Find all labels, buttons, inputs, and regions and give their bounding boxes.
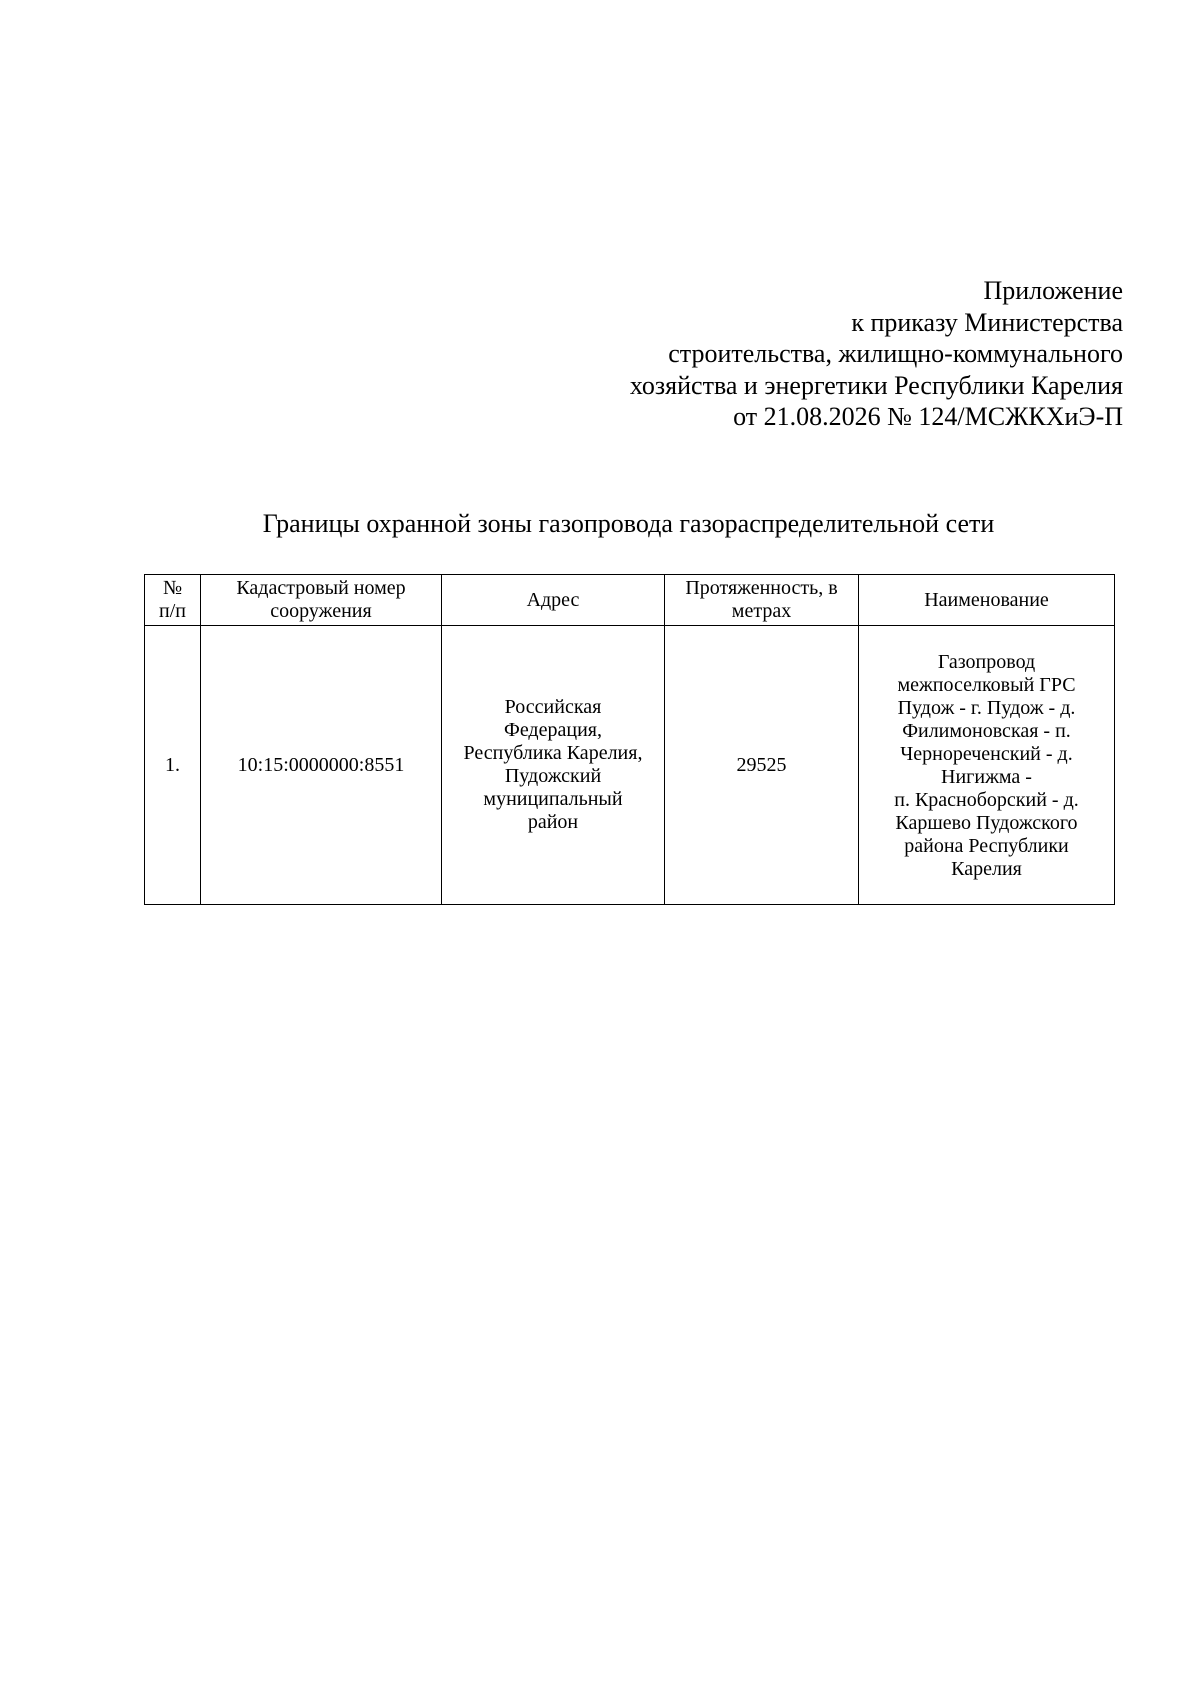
name-line: Каршево Пудожского	[895, 811, 1078, 834]
appendix-block	[630, 275, 1123, 433]
header-length	[665, 575, 859, 626]
appendix-line: к приказу Министерства	[851, 307, 1123, 337]
appendix-line: Приложение	[983, 276, 1123, 305]
header-length-line: метрах	[731, 600, 792, 622]
appendix-line: от 21.08.2026 № 124/МСЖКХиЭ-П	[733, 402, 1123, 431]
header-cadastral-number	[201, 575, 442, 626]
appendix-line: хозяйства и энергетики Республики Карелия	[629, 370, 1123, 400]
table-header-row	[145, 575, 1115, 626]
header-num-line: п/п	[159, 600, 186, 622]
address-line: муниципальный	[483, 788, 623, 810]
name-line: п. Красноборский - д.	[894, 788, 1079, 811]
address-line: Российская	[504, 696, 602, 718]
address-line: Пудожский	[504, 765, 602, 787]
header-length-line: Протяженность, в	[685, 577, 838, 599]
table-row	[145, 626, 1115, 905]
address-line: Федерация,	[504, 719, 602, 741]
header-name	[859, 575, 1115, 626]
header-num-line: №	[162, 577, 183, 599]
header-num	[145, 575, 201, 626]
name-line: района Республики	[904, 834, 1069, 857]
address-line: район	[527, 811, 579, 833]
name-line: Карелия	[951, 857, 1022, 880]
name-line: Чернореченский - д.	[900, 742, 1073, 765]
cell-num: 1.	[145, 626, 201, 905]
name-line: Газопровод	[937, 650, 1036, 673]
cell-length: 29525	[665, 626, 859, 905]
protection-zone-table	[144, 574, 1115, 905]
appendix-line: строительства, жилищно-коммунального	[668, 339, 1123, 368]
name-line: Филимоновская - п.	[902, 719, 1071, 742]
header-address-line: Адрес	[526, 588, 580, 611]
cell-address	[442, 626, 665, 905]
header-cadastral-line: сооружения	[270, 600, 372, 622]
header-cadastral-line: Кадастровый номер	[236, 577, 406, 599]
document-title: Границы охранной зоны газопровода газораспределительной сети	[262, 509, 995, 538]
header-name-line: Наименование	[924, 588, 1049, 611]
header-address	[442, 575, 665, 626]
name-line: межпоселковый ГРС	[897, 673, 1076, 696]
name-line: Пудож - г. Пудож - д.	[897, 696, 1076, 719]
name-line: Нигижма -	[941, 765, 1032, 788]
address-line: Республика Карелия,	[463, 742, 643, 764]
cell-name	[859, 626, 1115, 905]
cell-cadastral-number: 10:15:0000000:8551	[201, 626, 442, 905]
